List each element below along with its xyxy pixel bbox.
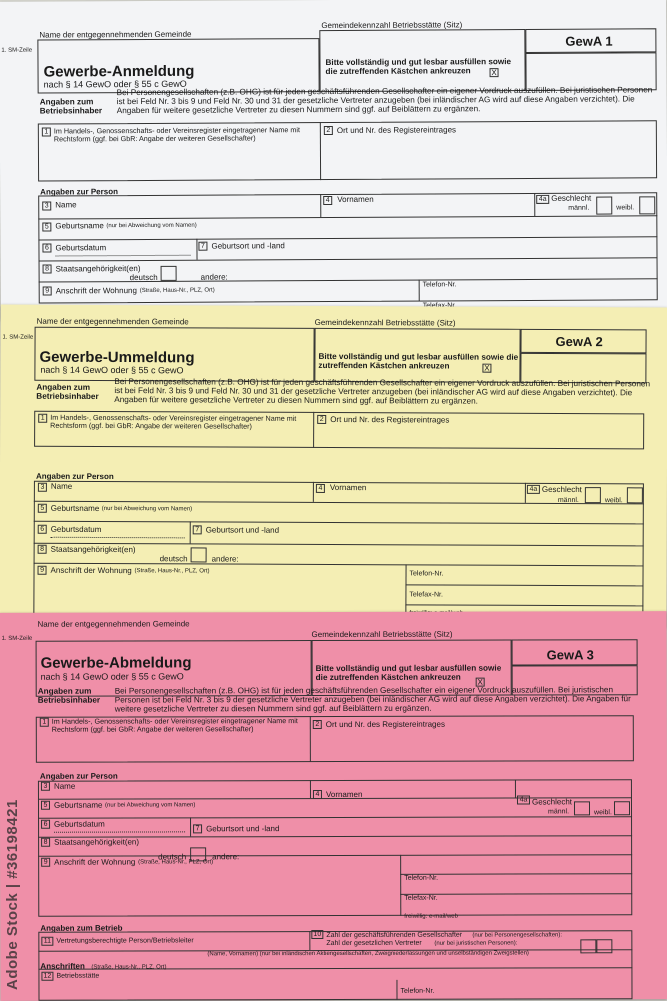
- divider: [515, 780, 516, 798]
- business-heading: Angaben zum Betrieb: [40, 923, 123, 933]
- field-9-label: Anschrift der Wohnung: [55, 286, 137, 296]
- form-subtitle: nach § 14 GewO oder § 55 c GewO: [40, 364, 184, 376]
- field-7-label: Geburtsort und -land: [205, 525, 280, 535]
- field-number: 4a: [517, 795, 530, 804]
- field-number: 5: [41, 801, 50, 810]
- count-box[interactable]: [596, 939, 612, 953]
- divider: [396, 980, 397, 1000]
- field-number: 1: [42, 127, 51, 136]
- male-checkbox[interactable]: [574, 801, 590, 815]
- owner-text: Bei Personengesellschaften (z.B. OHG) ist für jeden geschäftsführenden Gesellschafter ein eigener Vordruck auszufüllen. Bei juristischen Personen ist bei Feld Nr. 3 bis 9 und Feld Nr. 30 und 31 der gesetzliche Vertreter anzugeben (bei inländischer AG wird auf diese Angaben verzichtet). Die Angaben für weitere gesetzliche Vertreter zu diesen Nummern sind ggf. auf Beiblättern zu ergänzen.: [116, 85, 653, 116]
- field-5-note: (nur bei Abweichung vom Namen): [101, 505, 193, 513]
- field-3-label: Name: [50, 481, 73, 491]
- field-9-note: (Straße, Haus-Nr., PLZ, Ort): [134, 568, 210, 575]
- german-checkbox[interactable]: [161, 266, 177, 281]
- field-5-label: Geburtsname: [53, 800, 103, 810]
- field-10-label-a: Zahl der geschäftsführenden Gesellschafter: [326, 931, 463, 940]
- field-5-label: Geburtsname: [55, 221, 104, 231]
- field-number: 1: [38, 414, 47, 423]
- field-4-label: Vornamen: [337, 194, 374, 204]
- field-number: 2: [317, 415, 326, 424]
- field-number: 3: [38, 483, 47, 492]
- form-title: Gewerbe-Abmeldung: [40, 654, 192, 672]
- authority-label: Name der entgegennehmenden Gemeinde: [37, 619, 190, 629]
- instruction-text: Bitte vollständig und gut lesbar ausfüllen sowie die zutreffenden Kästchen ankreuzen: [325, 57, 512, 77]
- field-2-label: Ort und Nr. des Registereintrages: [325, 719, 445, 730]
- male-checkbox[interactable]: [596, 197, 612, 215]
- field-number: 5: [38, 504, 47, 513]
- divider: [190, 521, 191, 543]
- form-sheet-gewa3: [0, 611, 667, 1001]
- female-label: weibl.: [616, 204, 635, 212]
- instruction-checkbox: X: [491, 68, 497, 78]
- other-label: andere:: [211, 554, 239, 564]
- field-1-label: Im Handels-, Genossenschafts- oder Vereinsregister eingetragener Name mit Rechtsform (ggf. bei GbR: Angabe der weiteren Gesellschafter): [53, 125, 300, 144]
- form-code: GewA 3: [546, 647, 594, 663]
- instruction-text: Bitte vollständig und gut lesbar ausfüllen sowie die zutreffenden Kästchen ankreuzen: [315, 663, 502, 683]
- divider: [196, 239, 197, 260]
- other-label: andere:: [200, 272, 228, 282]
- divider: [190, 817, 191, 836]
- divider: [525, 483, 526, 503]
- municipality-code-label: Gemeindekennzahl Betriebsstätte (Sitz): [314, 317, 456, 328]
- field-number: 4a: [527, 485, 540, 494]
- field-4a-label: Geschlecht: [551, 193, 592, 203]
- divider: [309, 931, 310, 950]
- owner-heading: Angaben zum Betriebsinhaber: [37, 686, 101, 705]
- field-9-label: Anschrift der Wohnung: [50, 565, 132, 576]
- owner-heading: Angaben zum Betriebsinhaber: [39, 97, 103, 116]
- field-9-note: (Straße, Haus-Nr., PLZ, Ort): [139, 287, 215, 295]
- field-6-label: Geburtsdatum: [50, 524, 102, 534]
- male-label: männl.: [568, 204, 590, 212]
- count-box[interactable]: [580, 939, 596, 953]
- male-label: männl.: [557, 496, 579, 505]
- form-subtitle: nach § 14 GewO oder § 55 c GewO: [43, 78, 187, 90]
- watermark: Adobe Stock | #36198421: [4, 799, 21, 990]
- instruction-checkbox: X: [477, 677, 483, 687]
- divider: [419, 280, 420, 302]
- other-label: andere:: [212, 852, 240, 862]
- phone-label: Telefon-Nr.: [400, 987, 435, 995]
- field-number: 9: [38, 566, 47, 575]
- german-checkbox[interactable]: [191, 547, 207, 562]
- field-number: 12: [41, 972, 53, 981]
- field-number: 1: [40, 718, 49, 727]
- phone-label: Telefon-Nr.: [409, 570, 444, 578]
- field-number: 3: [42, 201, 51, 210]
- addresses-heading: Anschriften: [40, 961, 85, 971]
- field-number: 6: [41, 820, 50, 829]
- field-number: 11: [41, 937, 53, 946]
- divider: [310, 716, 311, 762]
- side-label: 1. SM-Zeile: [1, 47, 33, 54]
- divider: [313, 412, 314, 448]
- owner-heading: Angaben zum Betriebsinhaber: [36, 382, 99, 402]
- side-label: 1. SM-Zeile: [2, 334, 34, 341]
- female-label: weibl.: [594, 809, 612, 817]
- form-code: GewA 1: [565, 33, 613, 49]
- field-number: 8: [43, 264, 52, 273]
- field-number: 6: [42, 243, 51, 252]
- field-2-label: Ort und Nr. des Registereintrages: [336, 125, 457, 135]
- field-4a-label: Geschlecht: [541, 484, 582, 495]
- male-checkbox[interactable]: [585, 487, 601, 503]
- german-label: deutsch: [129, 272, 158, 283]
- field-10-note-b: (nur bei juristischen Personen):: [434, 940, 518, 947]
- field-number: 2: [324, 126, 333, 135]
- instruction-text: Bitte vollständig und gut lesbar ausfüllen sowie die zutreffenden Kästchen ankreuzen: [318, 351, 519, 371]
- german-label: deutsch: [159, 554, 188, 564]
- addresses-note: (Straße, Haus-Nr., PLZ, Ort): [91, 964, 167, 971]
- field-number: 5: [42, 222, 51, 231]
- field-9-label: Anschrift der Wohnung: [54, 857, 136, 867]
- female-label: weibl.: [604, 497, 623, 505]
- field-10-note-a: (nur bei Personengesellschaften):: [472, 932, 563, 939]
- fax-label: Telefax-Nr.: [404, 894, 438, 902]
- field-number: 3: [41, 782, 50, 791]
- phone-label: Telefon-Nr.: [404, 874, 439, 882]
- field-1-label: Im Handels-, Genossenschafts- oder Vereinsregister eingetragener Name mit Rechtsform (ggf. bei GbR: Angabe der weiteren Gesellschafter): [50, 412, 297, 431]
- form-subtitle: nach § 14 GewO oder § 55 c GewO: [40, 671, 184, 682]
- field-11-label: Vertretungsberechtigte Person/Betriebsleiter: [56, 937, 194, 945]
- authority-label: Name der entgegennehmenden Gemeinde: [36, 316, 189, 327]
- form-title: Gewerbe-Ummeldung: [39, 348, 195, 367]
- divider: [400, 855, 401, 916]
- female-checkbox[interactable]: [639, 196, 655, 214]
- field-1-label: Im Handels-, Genossenschafts- oder Vereinsregister eingetragener Name mit Rechtsform (ggf. bei GbR: Angabe der weiteren Gesellschafter): [51, 716, 298, 734]
- field-5-note: (nur bei Abweichung vom Namen): [104, 802, 196, 809]
- phone-label: Telefon-Nr.: [422, 281, 457, 289]
- field-11-note: (Name, Vornamen) (nur bei inländischen Aktiengesellschaften, Zweigniederlassungen und unselbständigen Zweigstellen): [207, 950, 529, 958]
- field-number: 4a: [536, 195, 549, 204]
- owner-text: Bei Personengesellschaften (z.B. OHG) ist für jeden geschäftsführenden Gesellschafter ein eigener Vordruck auszufüllen. Bei juristischen Personen ist bei Feld Nr. 3 bis 9 und Feld Nr. 30 und 31 der gesetzliche Vertreter anzugeben (bei inländischer AG wird auf diese Angaben verzichtet). Die Angaben für weitere gesetzliche Vertreter zu diesen Nummern sind ggf. auf Beiblättern zu ergänzen.: [114, 377, 651, 407]
- authority-label: Name der entgegennehmenden Gemeinde: [39, 29, 192, 40]
- field-number: 4: [313, 790, 322, 799]
- email-label: freiwillig: e-mail/web: [404, 913, 458, 920]
- field-5-note: (nur bei Abweichung vom Namen): [106, 222, 197, 230]
- fax-label: Telefax-Nr.: [409, 591, 443, 599]
- field-number: 6: [38, 525, 47, 534]
- field-9-note: (Straße, Haus-Nr., PLZ, Ort): [138, 859, 214, 866]
- owner-text: Bei Personengesellschaften (z.B. OHG) ist für jeden geschäftsführenden Gesellschafter ein eigener Vordruck auszufüllen. Bei juristischen Personen ist bei Feld Nr. 3 bis 9 der gesetzliche Vertreter anzugeben (bei inländischer AG wird auf diese Angaben verzichtet). Die Angaben für weitere gesetzliche Vertreter zu diesen Nummern sind ggf. auf Beiblättern zu ergänzen.: [114, 685, 631, 714]
- field-number: 7: [193, 824, 202, 833]
- person-heading: Angaben zur Person: [35, 471, 114, 482]
- divider: [320, 194, 321, 217]
- field-number: 7: [193, 525, 202, 534]
- field-number: 9: [41, 858, 50, 867]
- municipality-code-label: Gemeindekennzahl Betriebsstätte (Sitz): [321, 20, 463, 31]
- field-12-label: Betriebsstätte: [56, 972, 100, 980]
- field-number: 2: [313, 720, 322, 729]
- field-3-label: Name: [55, 200, 77, 210]
- side-label: 1. SM-Zeile: [1, 635, 33, 642]
- form-title: Gewerbe-Anmeldung: [43, 62, 195, 81]
- field-8-label: Staatsangehörigkeit(en): [55, 264, 141, 274]
- field-number: 9: [43, 286, 52, 295]
- form-code: GewA 2: [555, 333, 603, 350]
- female-checkbox[interactable]: [627, 487, 643, 503]
- field-10-label-b: Zahl der gesetzlichen Vertreter: [326, 939, 422, 948]
- field-8-label: Staatsangehörigkeit(en): [54, 837, 140, 847]
- field-number: 4: [316, 484, 325, 493]
- german-label: deutsch: [158, 852, 187, 862]
- field-6-label: Geburtsdatum: [54, 819, 105, 829]
- field-4-label: Vornamen: [329, 482, 367, 493]
- male-label: männl.: [548, 808, 570, 816]
- form-sheet-gewa1: [0, 0, 667, 320]
- field-7-label: Geburtsort und -land: [211, 241, 285, 251]
- field-2-label: Ort und Nr. des Registereintrages: [330, 414, 450, 425]
- field-4a-label: Geschlecht: [531, 797, 573, 807]
- field-7-label: Geburtsort und -land: [206, 824, 280, 834]
- municipality-code-label: Gemeindekennzahl Betriebsstätte (Sitz): [311, 629, 453, 640]
- divider: [310, 780, 311, 798]
- field-number: 10: [311, 930, 323, 939]
- field-number: 8: [41, 838, 50, 847]
- female-checkbox[interactable]: [614, 801, 630, 815]
- field-5-label: Geburtsname: [50, 503, 100, 513]
- divider: [313, 482, 314, 502]
- divider: [534, 193, 535, 216]
- field-4-label: Vornamen: [325, 789, 363, 800]
- form-sheet-gewa2: [0, 305, 667, 628]
- person-heading: Angaben zur Person: [40, 187, 118, 197]
- field-number: 4: [323, 196, 332, 205]
- field-6-label: Geburtsdatum: [55, 243, 107, 253]
- field-number: 8: [38, 545, 47, 554]
- field-3-label: Name: [53, 781, 76, 791]
- instruction-checkbox: X: [484, 363, 490, 373]
- field-8-label: Staatsangehörigkeit(en): [50, 544, 136, 555]
- person-heading: Angaben zur Person: [39, 771, 118, 781]
- field-number: 7: [198, 242, 207, 251]
